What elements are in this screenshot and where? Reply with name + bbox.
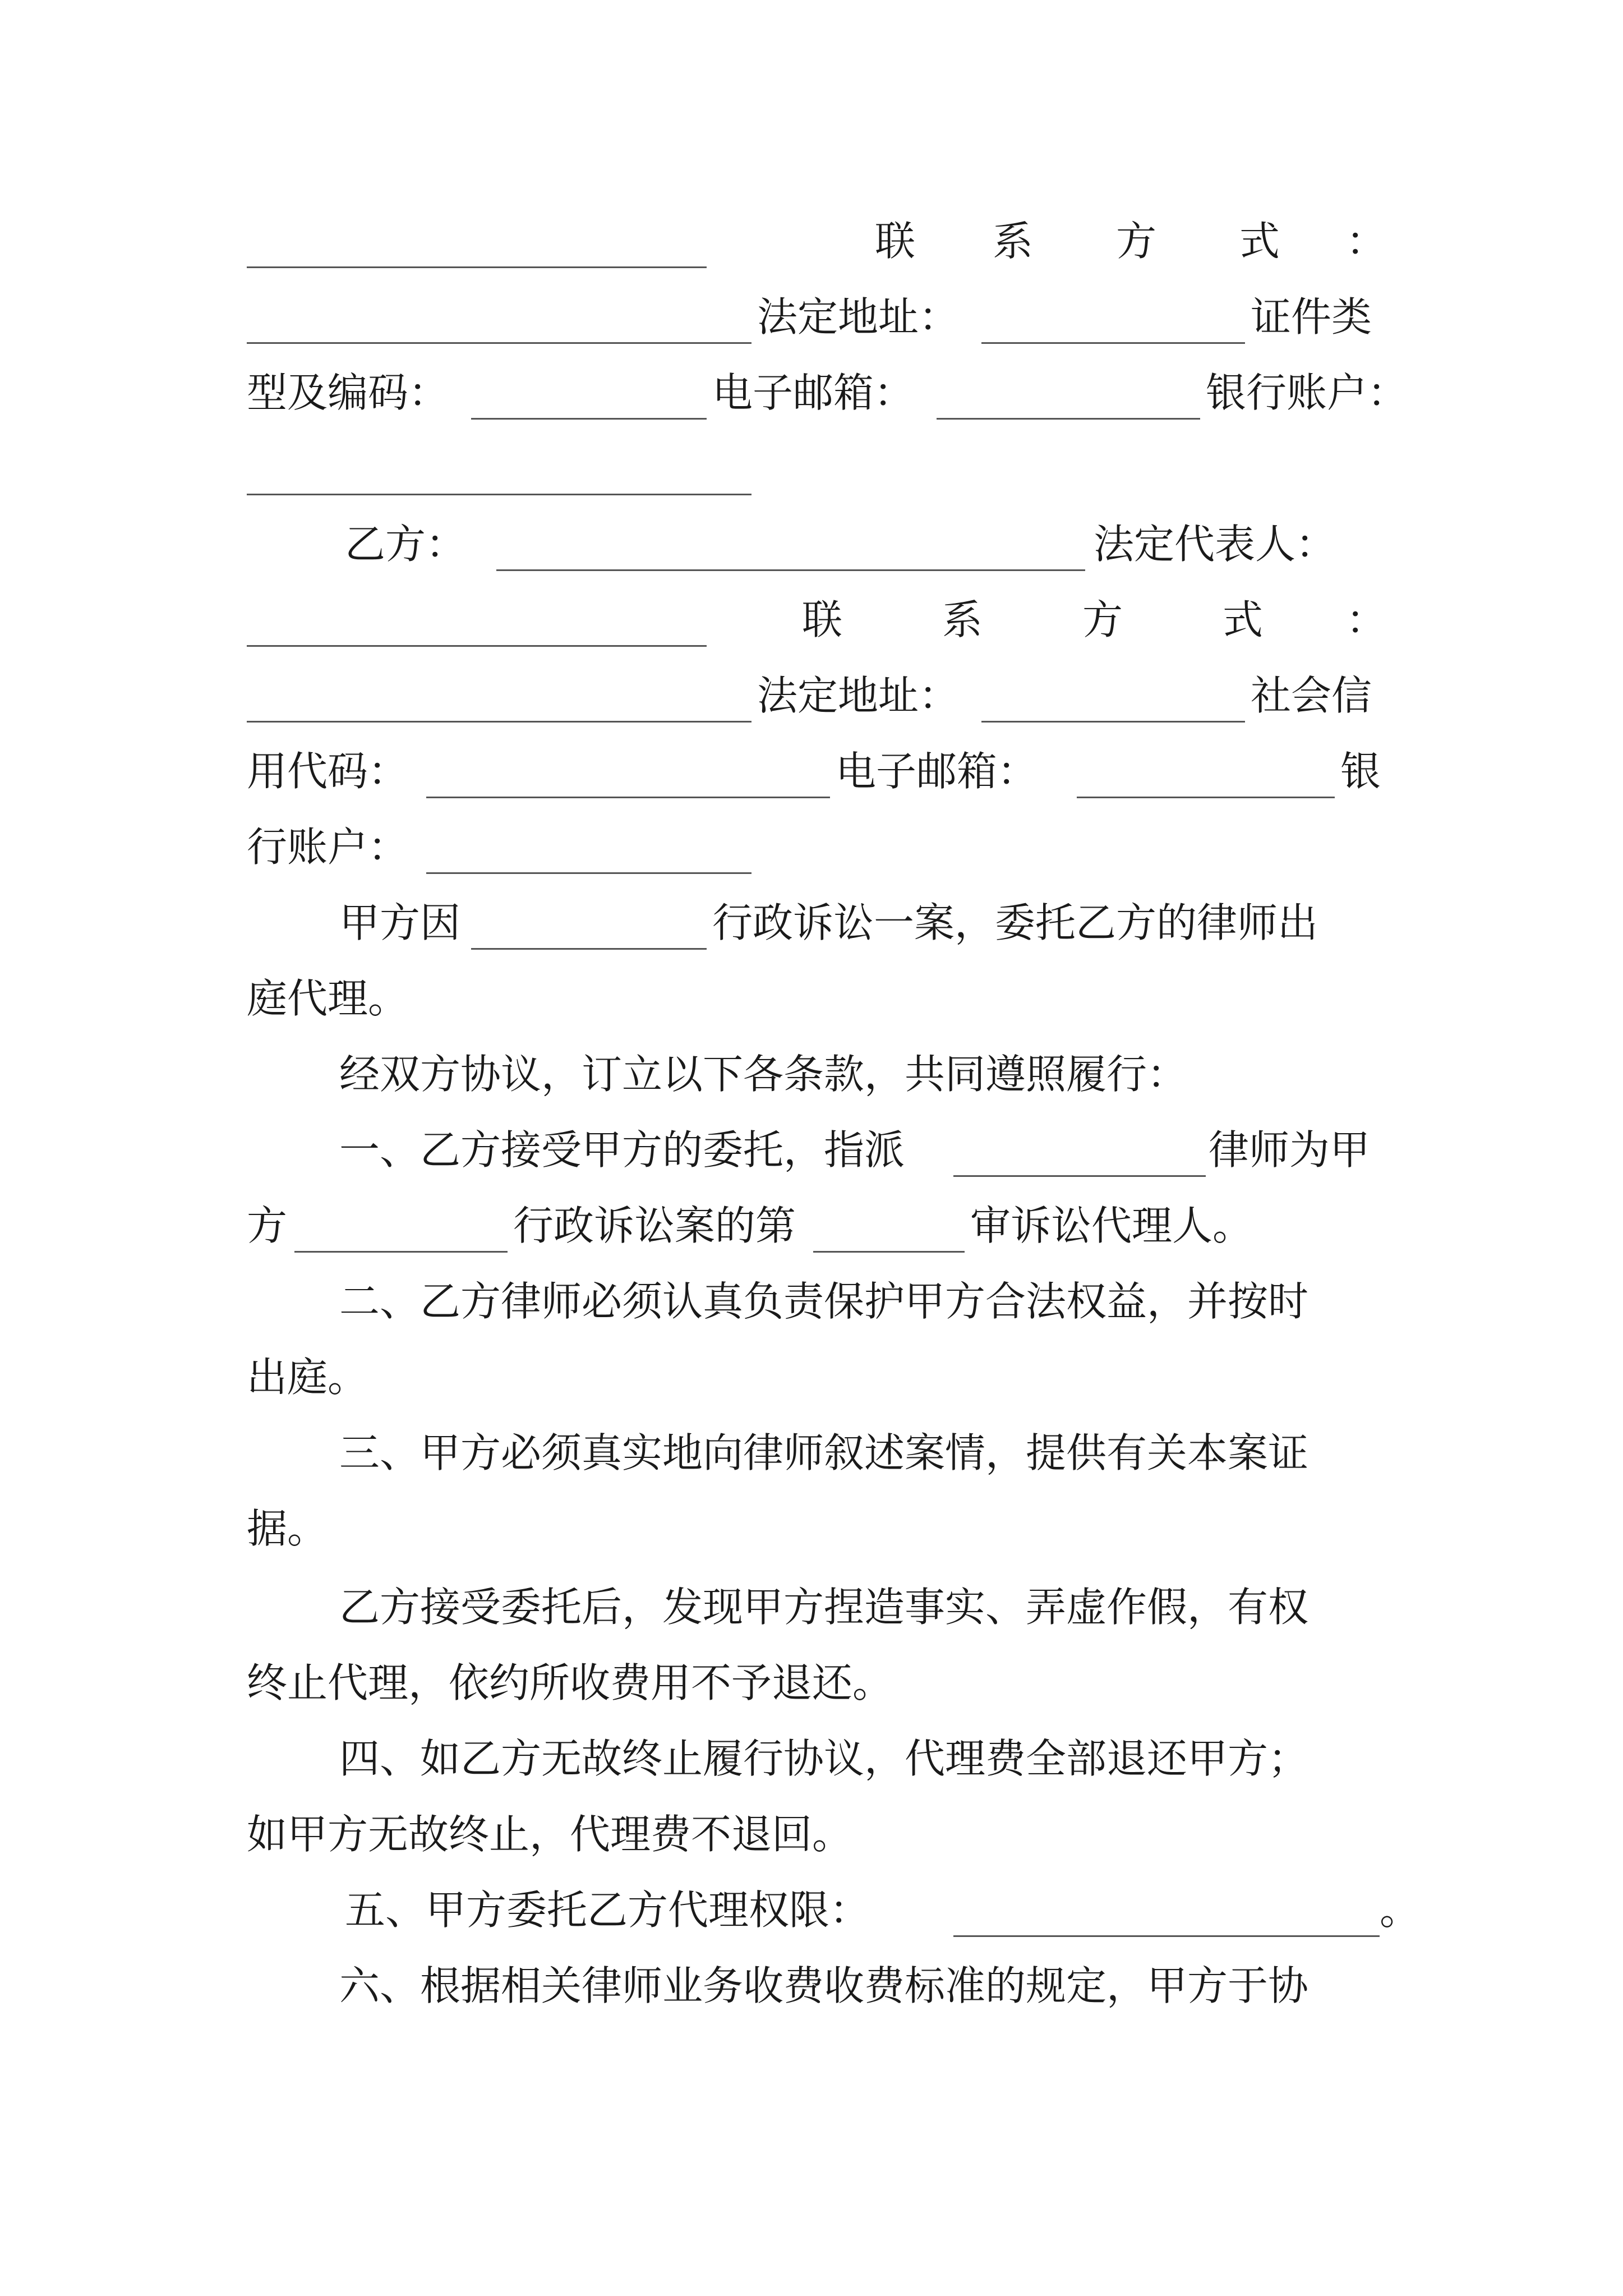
blank-field	[247, 721, 751, 723]
contact-char: 联	[875, 218, 916, 265]
clause-6-line	[247, 1955, 1380, 2017]
party-b-address-line	[247, 665, 1380, 726]
blank-field	[247, 645, 707, 647]
blank-field	[294, 1251, 508, 1253]
clause-2-line	[247, 1346, 1380, 1408]
clause-text: 五、甲方委托乙方代理权限：	[345, 1887, 870, 1934]
clause-text: 终止代理，依约所收费用不予退还。	[247, 1659, 893, 1706]
intro-line	[247, 968, 1380, 1029]
party-b-line	[247, 513, 1380, 575]
legal-address-label: 法定地址：	[757, 672, 960, 719]
blank-field	[496, 569, 1085, 571]
clause-text: 乙方接受委托后，发现甲方捏造事实、弄虚作假，有权	[339, 1584, 1309, 1631]
blank-field	[953, 1175, 1206, 1177]
contact-char: 联	[802, 596, 843, 643]
clause-text: 一、乙方接受甲方的委托，指派	[339, 1126, 905, 1174]
clause-text: 据。	[247, 1505, 328, 1552]
blank-field	[1077, 797, 1335, 798]
intro-text: 甲方因	[339, 899, 461, 946]
agreement-line	[247, 1043, 1380, 1105]
clause-1-line	[247, 1119, 1380, 1181]
intro-line	[247, 892, 1380, 954]
email-label: 电子邮箱：	[712, 369, 915, 416]
clause-4-line	[247, 1728, 1380, 1789]
clause-text: 六、根据相关律师业务收费收费标准的规定，甲方于协	[339, 1962, 1309, 2009]
party-b-contact-line	[247, 589, 1387, 651]
contact-char: ：	[1346, 596, 1387, 643]
clause-text: 三、甲方必须真实地向律师叙述案情，提供有关本案证	[339, 1429, 1309, 1476]
blank-field	[471, 948, 707, 950]
blank-field	[471, 418, 707, 420]
blank-field	[813, 1251, 965, 1253]
agreement-text: 经双方协议，订立以下各条款，共同遵照履行：	[339, 1051, 1188, 1098]
legal-address-label: 法定地址：	[757, 293, 960, 341]
blank-field	[247, 342, 751, 344]
clause-text: 。	[1380, 1887, 1421, 1934]
clause-text: 如甲方无故终止，代理费不退回。	[247, 1811, 853, 1858]
contact-char: 方	[1082, 596, 1123, 643]
contact-char: ：	[1346, 218, 1387, 265]
party-a-address-line	[247, 286, 1380, 348]
contact-char: 式	[1239, 218, 1280, 265]
clause-3-line	[247, 1422, 1380, 1484]
party-b-label: 乙方：	[345, 521, 467, 568]
clause-text: 行政诉讼案的第	[513, 1202, 796, 1249]
blank-field	[426, 797, 830, 798]
clause-3b-line	[247, 1576, 1380, 1638]
blank-field	[937, 418, 1200, 420]
blank-field	[247, 266, 707, 268]
intro-text: 行政诉讼一案，委托乙方的律师出	[712, 899, 1318, 946]
contact-char: 系	[993, 218, 1034, 265]
clause-text: 方	[247, 1202, 288, 1249]
legal-rep-label: 法定代表人：	[1094, 521, 1336, 568]
bank-label: 银行账户：	[1206, 369, 1408, 416]
clause-text: 四、如乙方无故终止履行协议，代理费全部退还甲方；	[339, 1735, 1309, 1782]
blank-field	[247, 494, 751, 495]
contact-char: 方	[1116, 218, 1157, 265]
clause-text: 审诉讼代理人。	[970, 1202, 1253, 1249]
clause-text: 二、乙方律师必须认真负责保护甲方合法权益，并按时	[339, 1278, 1309, 1325]
clause-4-line	[247, 1803, 1380, 1865]
credit-code-label: 用代码：	[247, 748, 409, 795]
clause-3b-line	[247, 1652, 1380, 1714]
party-b-credit-email-line	[247, 740, 1380, 802]
clause-2-line	[247, 1271, 1380, 1332]
party-a-contact-line	[247, 210, 1387, 272]
clause-3-line	[247, 1498, 1380, 1559]
clause-5-line	[247, 1879, 1421, 1941]
blank-field	[981, 342, 1245, 344]
email-label: 电子邮箱：	[836, 748, 1038, 795]
party-a-id-email-line	[247, 362, 1408, 424]
clause-1-line	[247, 1195, 1380, 1257]
party-b-bank-line	[247, 816, 1380, 878]
contact-char: 式	[1223, 596, 1264, 643]
bank-label: 行账户：	[247, 823, 409, 871]
clause-text: 出庭。	[247, 1354, 368, 1401]
party-a-bank-line	[247, 438, 1380, 499]
clause-text: 律师为甲	[1209, 1126, 1371, 1174]
bank-label: 银	[1340, 748, 1381, 795]
blank-field	[981, 721, 1245, 723]
id-type-label: 型及编码：	[247, 369, 449, 416]
credit-code-label: 社会信	[1251, 672, 1372, 719]
id-type-label: 证件类	[1251, 293, 1372, 341]
blank-field	[426, 872, 751, 874]
intro-text: 庭代理。	[247, 975, 409, 1022]
contact-char: 系	[942, 596, 983, 643]
blank-field	[953, 1935, 1380, 1937]
